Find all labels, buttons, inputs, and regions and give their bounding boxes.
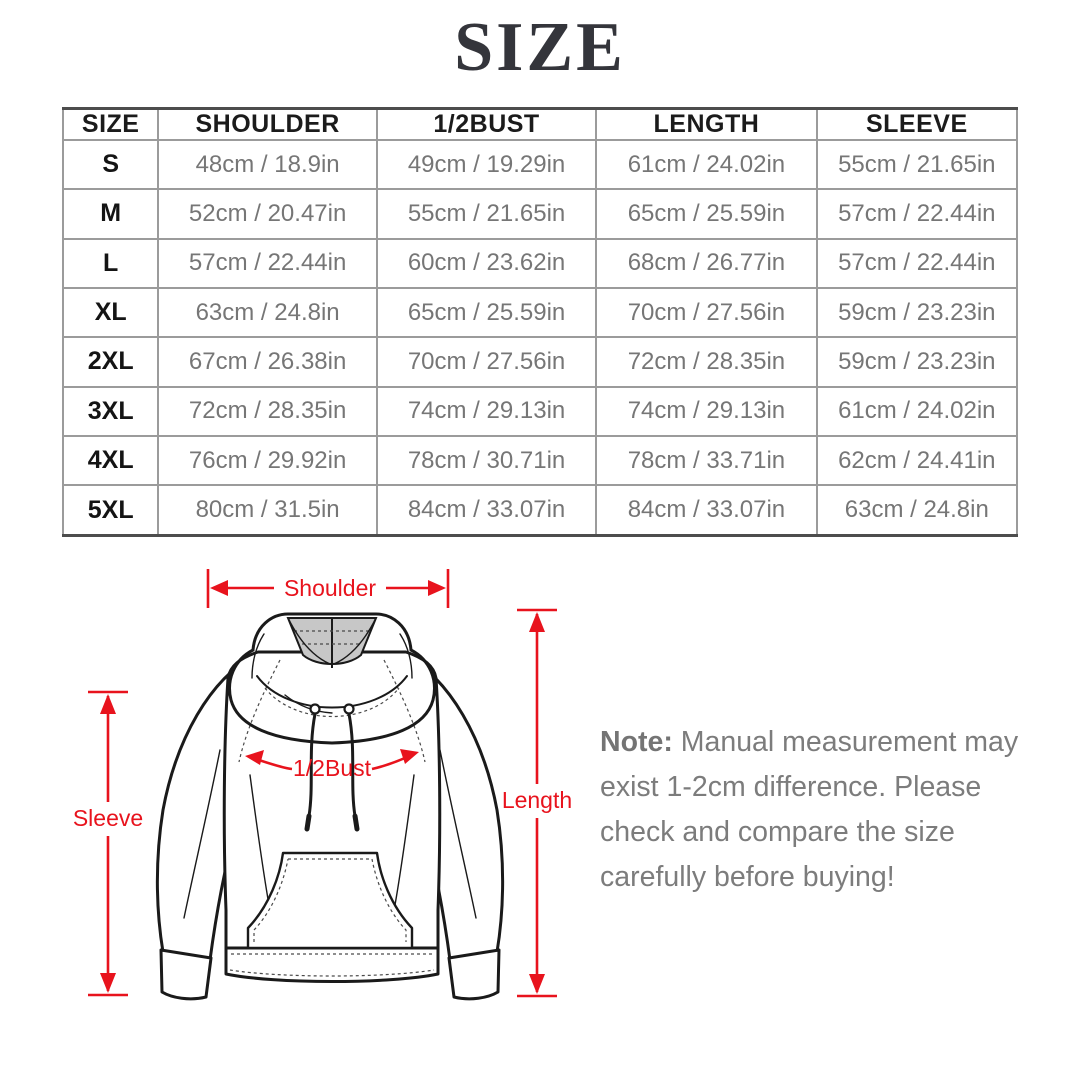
sleeve-measure-arrow (73, 692, 143, 995)
measure-cell: 57cm / 22.44in (817, 189, 1017, 238)
table-row (63, 387, 1017, 436)
measure-cell: 55cm / 21.65in (817, 140, 1017, 189)
measure-cell: 70cm / 27.56in (377, 337, 596, 386)
header-halfbust: 1/2BUST (377, 109, 596, 141)
size-cell: 5XL (63, 485, 158, 535)
measure-cell: 78cm / 30.71in (377, 436, 596, 485)
sleeve-label: Sleeve (72, 805, 144, 831)
measure-cell: 72cm / 28.35in (158, 387, 376, 436)
measure-cell: 59cm / 23.23in (817, 337, 1017, 386)
table-row (63, 288, 1017, 337)
measure-cell: 74cm / 29.13in (596, 387, 816, 436)
shoulder-label: Shoulder (283, 575, 377, 601)
left-cuff (161, 950, 211, 999)
measure-cell: 61cm / 24.02in (596, 140, 816, 189)
measure-cell: 59cm / 23.23in (817, 288, 1017, 337)
size-table (62, 107, 1018, 537)
table-row (63, 239, 1017, 288)
measure-cell: 62cm / 24.41in (817, 436, 1017, 485)
note-label: Note: (600, 726, 673, 758)
size-cell: M (63, 189, 158, 238)
measure-cell: 68cm / 26.77in (596, 239, 816, 288)
right-eyelet (345, 705, 354, 714)
measure-cell: 49cm / 19.29in (377, 140, 596, 189)
measure-cell: 60cm / 23.62in (377, 239, 596, 288)
half-bust-label: 1/2Bust (293, 755, 371, 781)
measure-cell: 70cm / 27.56in (596, 288, 816, 337)
header-shoulder: SHOULDER (158, 109, 376, 141)
length-label: Length (501, 787, 573, 813)
measure-cell: 61cm / 24.02in (817, 387, 1017, 436)
length-measure-arrow (502, 610, 572, 996)
left-eyelet (311, 705, 320, 714)
measure-cell: 74cm / 29.13in (377, 387, 596, 436)
size-cell: S (63, 140, 158, 189)
table-row (63, 337, 1017, 386)
measure-cell: 63cm / 24.8in (158, 288, 376, 337)
measure-cell: 48cm / 18.9in (158, 140, 376, 189)
size-cell: XL (63, 288, 158, 337)
cowl-outline (230, 650, 435, 743)
header-sleeve: SLEEVE (817, 109, 1017, 141)
measure-cell: 63cm / 24.8in (817, 485, 1017, 535)
table-header-row (63, 109, 1017, 141)
hoodie-measurement-diagram (60, 560, 600, 1038)
size-cell: 2XL (63, 337, 158, 386)
shoulder-measure-arrow (208, 569, 448, 608)
measure-cell: 67cm / 26.38in (158, 337, 376, 386)
measure-cell: 65cm / 25.59in (596, 189, 816, 238)
measure-cell: 76cm / 29.92in (158, 436, 376, 485)
measure-cell: 72cm / 28.35in (596, 337, 816, 386)
table-row (63, 436, 1017, 485)
note-body: Manual measurement may exist 1-2cm difference. Please check and compare the size carefully before buying! (600, 726, 1019, 893)
table-row (63, 485, 1017, 535)
measure-cell: 84cm / 33.07in (377, 485, 596, 535)
measure-cell: 52cm / 20.47in (158, 189, 376, 238)
table-row (63, 140, 1017, 189)
page-title: SIZE (454, 9, 626, 86)
size-cell: L (63, 239, 158, 288)
measure-cell: 84cm / 33.07in (596, 485, 816, 535)
measure-cell: 57cm / 22.44in (817, 239, 1017, 288)
right-cuff (449, 950, 499, 999)
size-cell: 3XL (63, 387, 158, 436)
header-size: SIZE (63, 109, 158, 141)
measure-cell: 55cm / 21.65in (377, 189, 596, 238)
table-row (63, 189, 1017, 238)
header-length: LENGTH (596, 109, 816, 141)
measure-cell: 78cm / 33.71in (596, 436, 816, 485)
size-cell: 4XL (63, 436, 158, 485)
note-text (600, 720, 1032, 900)
measure-cell: 80cm / 31.5in (158, 485, 376, 535)
measure-cell: 57cm / 22.44in (158, 239, 376, 288)
hoodie-line-art (60, 560, 600, 1038)
measure-cell: 65cm / 25.59in (377, 288, 596, 337)
